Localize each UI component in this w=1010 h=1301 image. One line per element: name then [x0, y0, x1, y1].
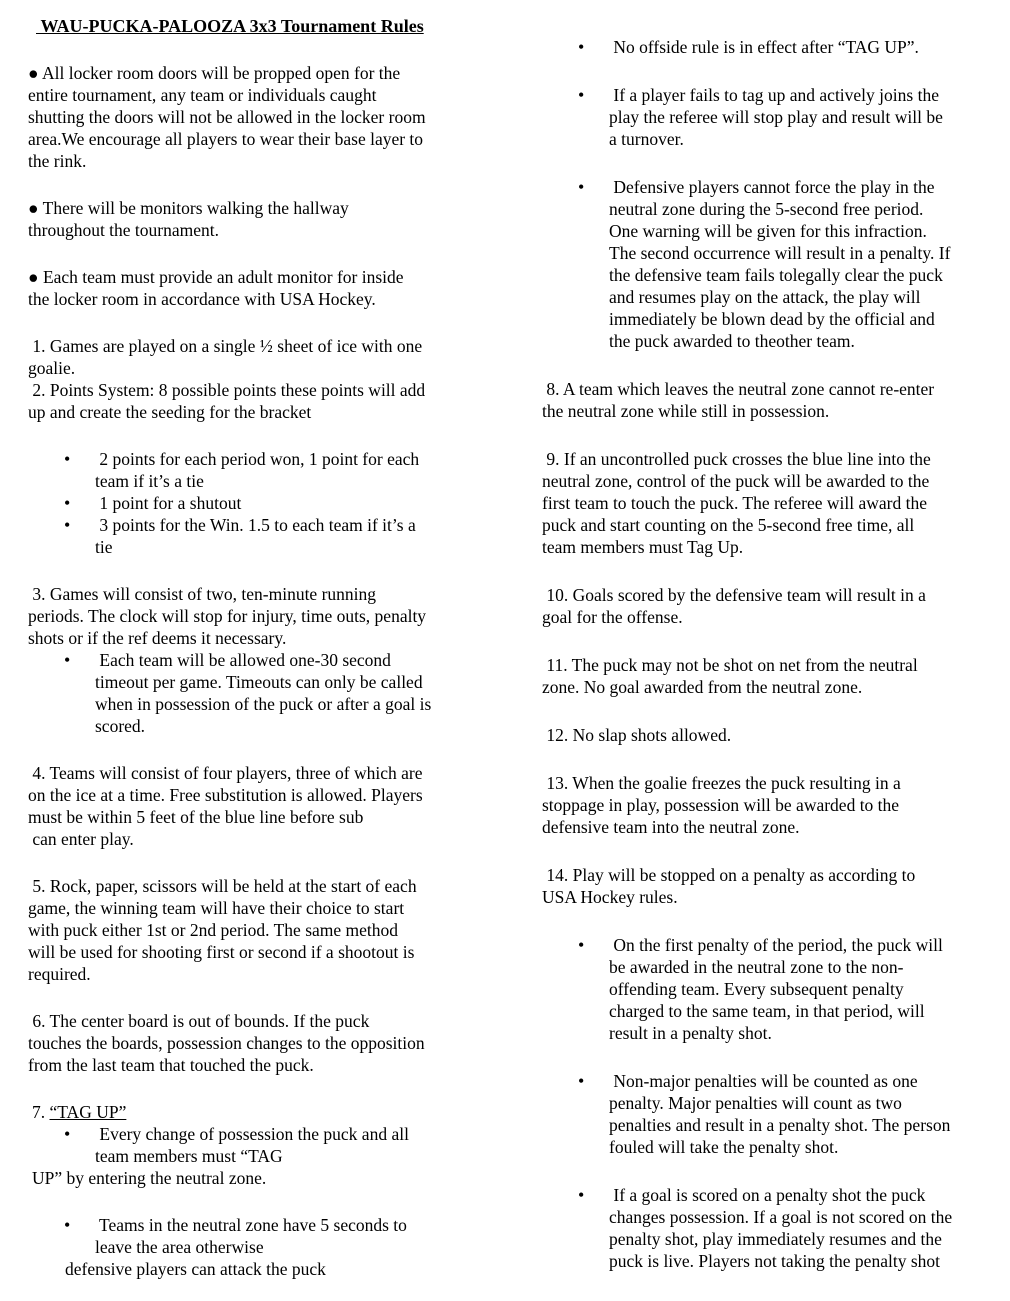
text-block	[542, 1184, 1004, 1272]
text-run: If a player fails to tag up and actively joins the	[609, 85, 939, 105]
bullet-icon: •	[578, 85, 585, 105]
text-run: 10. Goals scored by the defensive team will result in a	[542, 585, 926, 605]
text-line	[28, 897, 506, 919]
text-run: scored.	[95, 716, 146, 736]
text-run: result in a penalty shot.	[609, 1023, 772, 1043]
text-block	[28, 448, 506, 558]
text-run: changes possession. If a goal is not scored on the	[609, 1207, 953, 1227]
text-run: 9. If an uncontrolled puck crosses the blue line into the	[542, 449, 931, 469]
text-block	[28, 335, 506, 423]
text-line	[542, 864, 1004, 886]
text-run: No offside rule is in effect after “TAG UP”.	[609, 37, 919, 57]
text-run: goal for the offense.	[542, 607, 683, 627]
text-line	[28, 941, 506, 963]
text-run: touches the boards, possession changes to the opposition	[28, 1033, 425, 1053]
text-block	[28, 1214, 506, 1280]
text-line	[542, 308, 1004, 330]
text-line	[542, 198, 1004, 220]
text-line	[28, 605, 506, 627]
bullet-icon: •	[64, 1215, 71, 1235]
text-line	[28, 266, 506, 288]
text-run: 5. Rock, paper, scissors will be held at the start of each	[28, 876, 417, 896]
text-line	[28, 762, 506, 784]
text-run: 13. When the goalie freezes the puck resulting in a	[542, 773, 901, 793]
text-line	[542, 536, 1004, 558]
text-line	[542, 220, 1004, 242]
text-run: immediately be blown dead by the official and	[609, 309, 935, 329]
text-run: offending team. Every subsequent penalty	[609, 979, 904, 999]
text-run: the puck awarded to theother team.	[609, 331, 855, 351]
text-line	[28, 1123, 506, 1145]
text-run: shots or if the ref deems it necessary.	[28, 628, 287, 648]
text-block	[542, 36, 1004, 58]
text-line	[28, 1054, 506, 1076]
text-run: entire tournament, any team or individuals caught	[28, 85, 377, 105]
text-run: shutting the doors will not be allowed in the locker room	[28, 107, 426, 127]
text-run: 2. Points System: 8 possible points these points will add	[28, 380, 426, 400]
text-line	[28, 84, 506, 106]
text-line	[28, 919, 506, 941]
text-line	[28, 106, 506, 128]
text-run: must be within 5 feet of the blue line before sub	[28, 807, 364, 827]
text-block	[542, 378, 1004, 422]
text-run: stoppage in play, possession will be awarded to the	[542, 795, 900, 815]
text-run: 14. Play will be stopped on a penalty as according to	[542, 865, 916, 885]
bullet-icon: •	[578, 935, 585, 955]
text-block	[542, 772, 1004, 838]
text-run: 6. The center board is out of bounds. If the puck	[28, 1011, 370, 1031]
text-line	[28, 649, 506, 671]
text-block	[28, 875, 506, 985]
text-line	[542, 1228, 1004, 1250]
text-line	[542, 242, 1004, 264]
text-run: Each team will be allowed one-30 second	[95, 650, 391, 670]
document-title: WAU-PUCKA-PALOOZA 3x3 Tournament Rules	[40, 16, 424, 36]
bullet-icon: •	[578, 37, 585, 57]
text-run: 3 points for the Win. 1.5 to each team if it’s a	[95, 515, 416, 535]
text-run: area.We encourage all players to wear their base layer to	[28, 129, 424, 149]
text-run: ● Each team must provide an adult monitor for inside	[28, 267, 404, 287]
text-block	[542, 654, 1004, 698]
text-line	[28, 627, 506, 649]
text-run: with puck either 1st or 2nd period. The same method	[28, 920, 399, 940]
text-run: “TAG UP”	[49, 1102, 127, 1122]
text-run: 7.	[32, 1102, 50, 1122]
text-run: penalties and result in a penalty shot. The person	[609, 1115, 951, 1135]
text-run: Defensive players cannot force the play in the	[609, 177, 935, 197]
text-line	[542, 978, 1004, 1000]
text-block	[28, 583, 506, 737]
text-run: the locker room in accordance with USA Hockey.	[28, 289, 376, 309]
text-line	[28, 693, 506, 715]
text-block	[28, 197, 506, 241]
text-run: be awarded in the neutral zone to the non-	[609, 957, 904, 977]
text-line	[28, 448, 506, 470]
text-line	[542, 378, 1004, 400]
text-run: 12. No slap shots allowed.	[542, 725, 732, 745]
text-line	[28, 150, 506, 172]
text-block	[28, 62, 506, 172]
text-line	[542, 956, 1004, 978]
text-run: game, the winning team will have their choice to start	[28, 898, 405, 918]
text-run: the defensive team fails tolegally clear the puck	[609, 265, 943, 285]
text-line	[28, 963, 506, 985]
text-line	[542, 1184, 1004, 1206]
text-line	[28, 828, 506, 850]
text-line	[28, 401, 506, 423]
text-run: charged to the same team, in that period, will	[609, 1001, 925, 1021]
text-line	[28, 128, 506, 150]
bullet-icon: •	[64, 493, 71, 513]
text-line	[28, 219, 506, 241]
text-run: 8. A team which leaves the neutral zone cannot re-enter	[542, 379, 935, 399]
text-run: required.	[28, 964, 91, 984]
text-run: neutral zone, control of the puck will be awarded to the	[542, 471, 930, 491]
text-run: 2 points for each period won, 1 point for each	[95, 449, 420, 469]
text-run: timeout per game. Timeouts can only be called	[95, 672, 423, 692]
text-run: One warning will be given for this infraction.	[609, 221, 927, 241]
text-run: 4. Teams will consist of four players, three of which are	[28, 763, 423, 783]
text-run: throughout the tournament.	[28, 220, 220, 240]
text-line	[542, 654, 1004, 676]
text-line	[542, 36, 1004, 58]
text-line	[28, 1167, 506, 1189]
text-line	[28, 514, 506, 536]
bullet-icon: •	[578, 177, 585, 197]
text-line	[542, 470, 1004, 492]
text-line	[542, 176, 1004, 198]
text-block	[542, 84, 1004, 150]
text-line	[542, 816, 1004, 838]
text-run: from the last team that touched the puck.	[28, 1055, 314, 1075]
text-line	[28, 1214, 506, 1236]
text-line	[28, 379, 506, 401]
text-block	[28, 266, 506, 310]
text-line	[28, 335, 506, 357]
text-line	[28, 492, 506, 514]
text-line	[542, 724, 1004, 746]
text-run: when in possession of the puck or after a goal is	[95, 694, 432, 714]
text-run: ● There will be monitors walking the hallway	[28, 198, 349, 218]
bullet-icon: •	[64, 650, 71, 670]
text-line	[542, 84, 1004, 106]
right-column	[542, 0, 1004, 1272]
text-run: can enter play.	[28, 829, 134, 849]
text-line	[28, 357, 506, 379]
text-line	[542, 606, 1004, 628]
text-block	[542, 448, 1004, 558]
text-run: 1. Games are played on a single ½ sheet of ice with one	[28, 336, 423, 356]
bullet-icon: •	[578, 1185, 585, 1205]
text-block	[542, 864, 1004, 908]
text-run: penalty shot, play immediately resumes and the	[609, 1229, 942, 1249]
text-block	[542, 176, 1004, 352]
text-run: Every change of possession the puck and all	[95, 1124, 409, 1144]
text-run: will be used for shooting first or second if a shootout is	[28, 942, 415, 962]
text-run: goalie.	[28, 358, 76, 378]
text-line	[542, 1070, 1004, 1092]
bullet-icon: •	[64, 515, 71, 535]
text-run: defensive team into the neutral zone.	[542, 817, 800, 837]
text-line	[542, 1092, 1004, 1114]
left-column	[28, 0, 506, 1280]
text-line	[28, 1032, 506, 1054]
text-line	[28, 1010, 506, 1032]
text-run: ● All locker room doors will be propped open for the	[28, 63, 401, 83]
text-run: on the ice at a time. Free substitution is allowed. Players	[28, 785, 423, 805]
text-line	[542, 286, 1004, 308]
text-block	[542, 724, 1004, 746]
text-run: leave the area otherwise	[95, 1237, 264, 1257]
text-run: USA Hockey rules.	[542, 887, 678, 907]
text-run: a turnover.	[609, 129, 684, 149]
text-line	[542, 676, 1004, 698]
text-line	[28, 1101, 506, 1123]
text-line	[542, 1136, 1004, 1158]
text-line	[542, 128, 1004, 150]
text-line	[542, 330, 1004, 352]
text-run: the neutral zone while still in possession.	[542, 401, 830, 421]
text-run: and resumes play on the attack, the play will	[609, 287, 921, 307]
text-line	[542, 1000, 1004, 1022]
text-run: Teams in the neutral zone have 5 seconds to	[95, 1215, 407, 1235]
text-line	[28, 715, 506, 737]
text-block	[542, 934, 1004, 1044]
text-run: team if it’s a tie	[95, 471, 204, 491]
bullet-icon: •	[64, 449, 71, 469]
text-line	[542, 934, 1004, 956]
bullet-icon: •	[578, 1071, 585, 1091]
text-line	[542, 1250, 1004, 1272]
text-line	[542, 886, 1004, 908]
text-run: fouled will take the penalty shot.	[609, 1137, 839, 1157]
text-run: 11. The puck may not be shot on net from the neutral	[542, 655, 918, 675]
text-run: penalty. Major penalties will count as two	[609, 1093, 902, 1113]
text-line	[28, 806, 506, 828]
text-line	[542, 492, 1004, 514]
text-block	[28, 762, 506, 850]
text-run: puck is live. Players not taking the penalty shot	[609, 1251, 940, 1271]
text-block	[542, 584, 1004, 628]
text-line	[28, 1145, 506, 1167]
text-run: UP” by entering the neutral zone.	[32, 1168, 267, 1188]
text-run: up and create the seeding for the bracket	[28, 402, 312, 422]
text-line	[542, 794, 1004, 816]
bullet-icon: •	[64, 1124, 71, 1144]
text-run: Non-major penalties will be counted as one	[609, 1071, 918, 1091]
text-line	[28, 583, 506, 605]
text-line	[542, 264, 1004, 286]
text-run: first team to touch the puck. The referee will award the	[542, 493, 928, 513]
text-line	[28, 536, 506, 558]
text-block	[28, 1101, 506, 1189]
text-block	[542, 1070, 1004, 1158]
text-line	[28, 288, 506, 310]
text-run: 3. Games will consist of two, ten-minute running	[28, 584, 377, 604]
text-line	[542, 1206, 1004, 1228]
text-line	[542, 1114, 1004, 1136]
text-line	[28, 470, 506, 492]
text-run: On the first penalty of the period, the puck will	[609, 935, 943, 955]
text-line	[28, 671, 506, 693]
text-run: zone. No goal awarded from the neutral zone.	[542, 677, 863, 697]
text-line	[28, 1236, 506, 1258]
text-line	[542, 1022, 1004, 1044]
text-run: defensive players can attack the puck	[65, 1259, 326, 1279]
text-line	[542, 106, 1004, 128]
text-line	[28, 62, 506, 84]
text-line	[542, 400, 1004, 422]
text-line	[28, 197, 506, 219]
text-line	[542, 584, 1004, 606]
text-run: play the referee will stop play and result will be	[609, 107, 943, 127]
text-run: the rink.	[28, 151, 87, 171]
text-run: team members must Tag Up.	[542, 537, 744, 557]
text-line	[542, 772, 1004, 794]
text-line	[542, 514, 1004, 536]
text-line	[28, 1258, 506, 1280]
text-line	[28, 875, 506, 897]
text-run: 1 point for a shutout	[95, 493, 242, 513]
text-run: The second occurrence will result in a penalty. If	[609, 243, 951, 263]
text-run: periods. The clock will stop for injury, time outs, penalty	[28, 606, 427, 626]
text-run: team members must “TAG	[95, 1146, 283, 1166]
text-line	[542, 448, 1004, 470]
text-run: If a goal is scored on a penalty shot the puck	[609, 1185, 926, 1205]
text-run: neutral zone during the 5-second free period.	[609, 199, 924, 219]
text-run: tie	[95, 537, 113, 557]
text-block	[28, 1010, 506, 1076]
text-run: puck and start counting on the 5-second free time, all	[542, 515, 915, 535]
text-line	[28, 784, 506, 806]
